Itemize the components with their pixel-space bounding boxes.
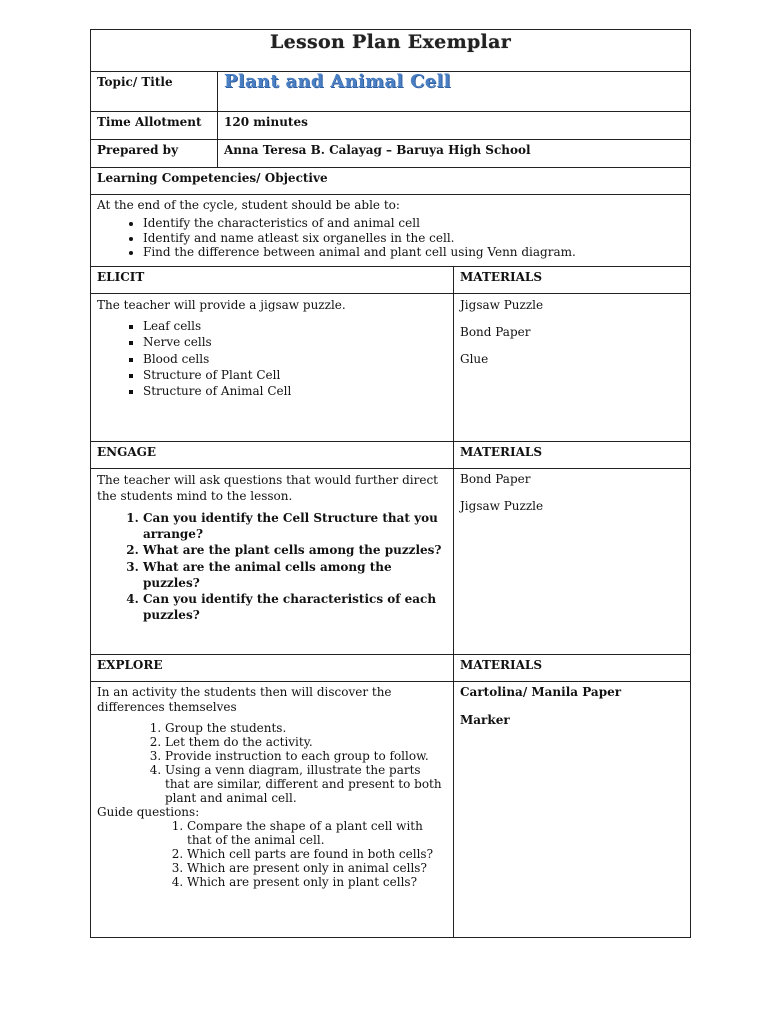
time-value: 120 minutes bbox=[224, 115, 308, 129]
objectives-row bbox=[91, 195, 691, 267]
list-item: • Identify the characteristics of and animal cell bbox=[143, 216, 684, 231]
list-item: ▪ Nerve cells bbox=[143, 334, 447, 350]
guide-questions bbox=[97, 819, 447, 889]
material-item: Bond Paper bbox=[460, 472, 531, 486]
explore-header-row bbox=[91, 655, 691, 682]
list-item: ▪ Blood cells bbox=[143, 351, 447, 367]
engage-materials-header: MATERIALS bbox=[460, 445, 543, 459]
list-item: ▪ Structure of Animal Cell bbox=[143, 383, 447, 399]
material-item: Marker bbox=[460, 713, 510, 727]
lesson-plan-table bbox=[90, 29, 691, 938]
explore-intro: In an activity the students then will discover the differences themselves bbox=[97, 685, 392, 714]
elicit-materials-header: MATERIALS bbox=[460, 270, 543, 284]
topic-row bbox=[91, 72, 691, 112]
material-item: Cartolina/ Manila Paper bbox=[460, 685, 622, 699]
list-item: 2. What are the plant cells among the puzzles? bbox=[143, 542, 447, 558]
list-item: 3. Which are present only in animal cells? bbox=[187, 861, 447, 875]
list-item: 1. Compare the shape of a plant cell with that of the animal cell. bbox=[187, 819, 447, 847]
list-item: 2. Let them do the activity. bbox=[165, 735, 447, 749]
engage-content-row bbox=[91, 469, 691, 655]
elicit-list bbox=[97, 318, 447, 399]
explore-materials-header: MATERIALS bbox=[460, 658, 543, 672]
explore-materials bbox=[454, 682, 691, 938]
objective-list bbox=[97, 216, 684, 260]
lesson-plan-document bbox=[90, 29, 690, 938]
time-label: Time Allotment bbox=[97, 115, 202, 129]
list-item: • Find the difference between animal and plant cell using Venn diagram. bbox=[143, 245, 684, 260]
prepared-row bbox=[91, 140, 691, 168]
objective-intro: At the end of the cycle, student should be able to: bbox=[97, 198, 400, 212]
time-row bbox=[91, 112, 691, 140]
topic-value: Plant and Animal Cell bbox=[224, 71, 451, 92]
engage-header-row bbox=[91, 442, 691, 469]
engage-materials bbox=[454, 469, 691, 655]
list-item: • Identify and name atleast six organelles in the cell. bbox=[143, 231, 684, 246]
material-item: Bond Paper bbox=[460, 325, 531, 339]
list-item: 3. What are the animal cells among the puzzles? bbox=[143, 559, 447, 591]
list-item: 3. Provide instruction to each group to follow. bbox=[165, 749, 447, 763]
elicit-header: ELICIT bbox=[97, 270, 145, 284]
explore-header: EXPLORE bbox=[97, 658, 163, 672]
material-item: Jigsaw Puzzle bbox=[460, 298, 544, 312]
engage-intro: The teacher will ask questions that would further direct the students mind to the lesson. bbox=[97, 473, 438, 503]
list-item: 4. Can you identify the characteristics of each puzzles? bbox=[143, 591, 447, 623]
list-item: 1. Can you identify the Cell Structure that you arrange? bbox=[143, 510, 447, 542]
explore-steps bbox=[97, 721, 447, 805]
prepared-label: Prepared by bbox=[97, 143, 179, 157]
list-item: 4. Which are present only in plant cells? bbox=[187, 875, 447, 889]
elicit-intro: The teacher will provide a jigsaw puzzle. bbox=[97, 298, 346, 312]
elicit-content-row bbox=[91, 294, 691, 442]
competencies-row bbox=[91, 168, 691, 195]
engage-header: ENGAGE bbox=[97, 445, 157, 459]
title-row bbox=[91, 30, 691, 72]
material-item: Jigsaw Puzzle bbox=[460, 499, 544, 513]
list-item: 4. Using a venn diagram, illustrate the parts that are similar, different and present to both plant and animal cell. bbox=[165, 763, 447, 805]
material-item: Glue bbox=[460, 352, 489, 366]
document-title: Lesson Plan Exemplar bbox=[269, 31, 511, 53]
explore-content-row bbox=[91, 682, 691, 938]
topic-label: Topic/ Title bbox=[97, 75, 173, 89]
competencies-label: Learning Competencies/ Objective bbox=[97, 171, 328, 185]
list-item: 2. Which cell parts are found in both cells? bbox=[187, 847, 447, 861]
engage-questions bbox=[97, 510, 447, 623]
list-item: ▪ Leaf cells bbox=[143, 318, 447, 334]
prepared-value: Anna Teresa B. Calayag – Baruya High School bbox=[224, 143, 531, 157]
elicit-header-row bbox=[91, 267, 691, 294]
guide-label: Guide questions: bbox=[97, 805, 200, 819]
list-item: ▪ Structure of Plant Cell bbox=[143, 367, 447, 383]
list-item: 1. Group the students. bbox=[165, 721, 447, 735]
elicit-materials bbox=[454, 294, 691, 442]
